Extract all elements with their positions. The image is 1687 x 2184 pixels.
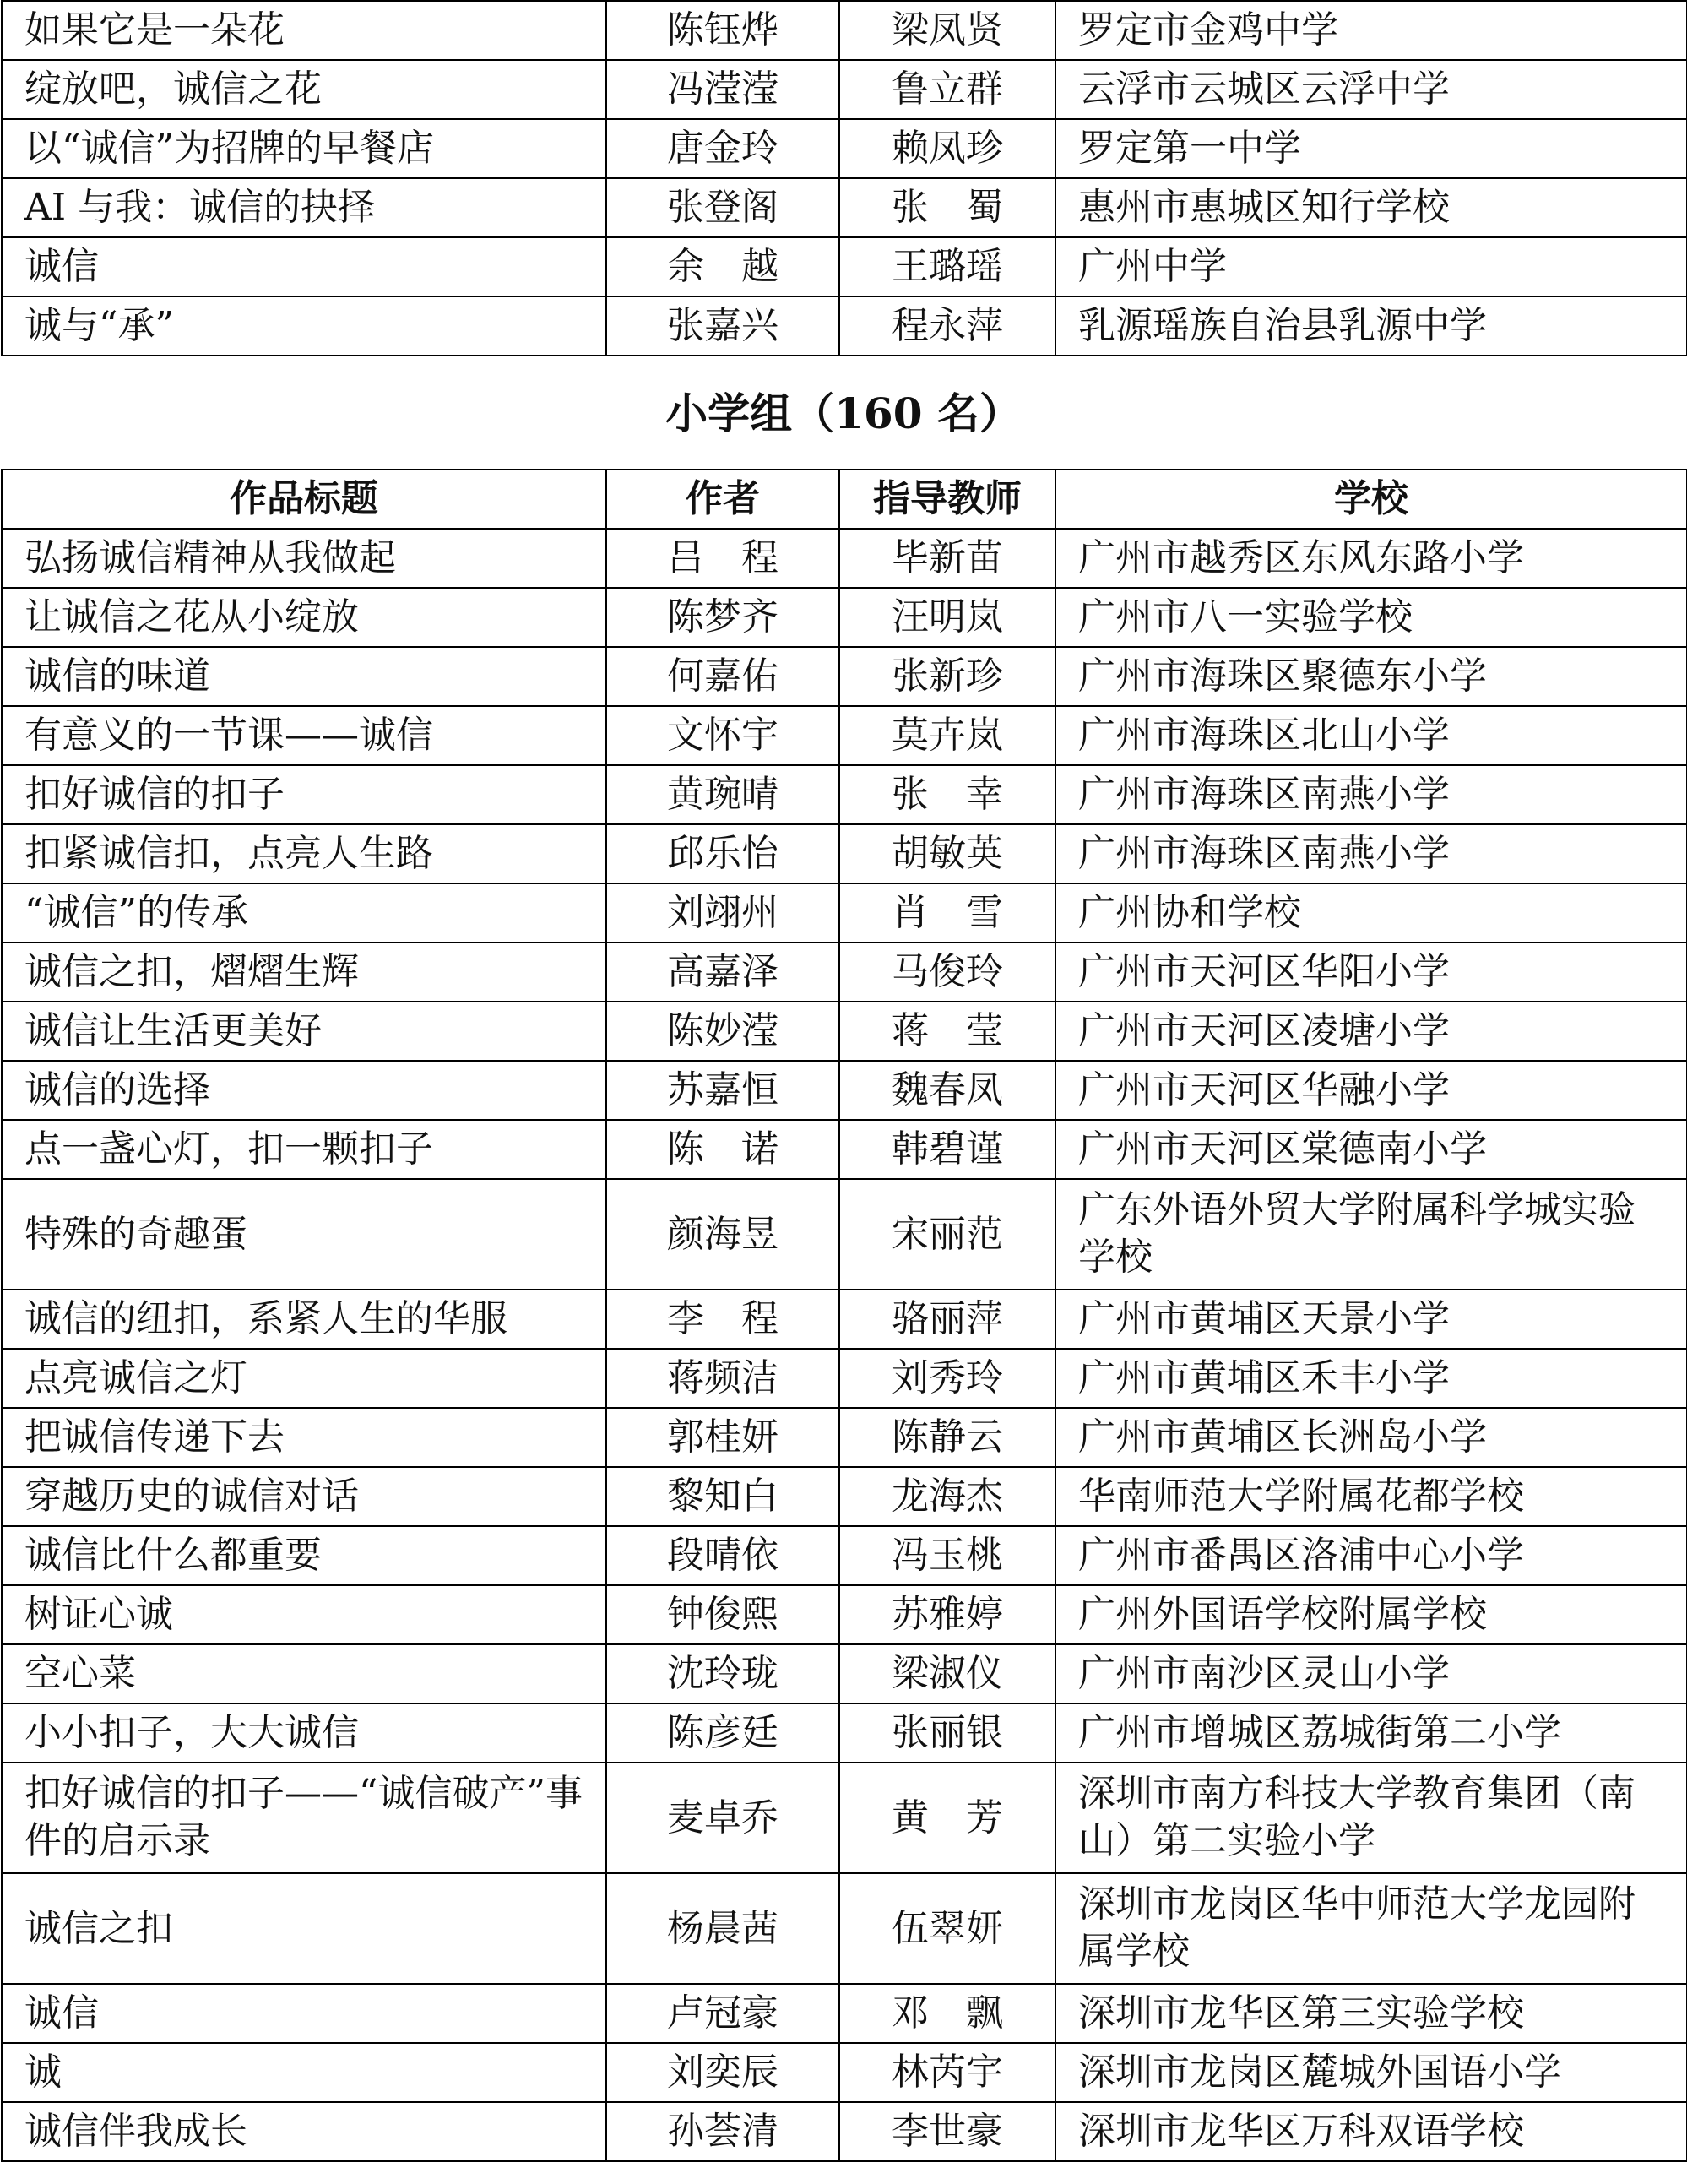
cell-teacher: 汪明岚 [839,588,1055,647]
cell-teacher: 宋丽范 [839,1179,1055,1290]
cell-author: 麦卓乔 [606,1763,839,1873]
table-row [2,60,1687,119]
cell-author: 唐金玲 [606,119,839,178]
table-row [2,1984,1687,2043]
table-header-row [2,470,1687,529]
cell-teacher: 蒋 莹 [839,1002,1055,1061]
cell-title: 以“诚信”为招牌的早餐店 [2,119,606,178]
cell-teacher: 韩碧谨 [839,1120,1055,1179]
cell-school: 广州市黄埔区长洲岛小学 [1055,1408,1687,1467]
cell-author: 文怀宇 [606,706,839,765]
cell-author: 刘翊州 [606,883,839,943]
cell-title: 诚信伴我成长 [2,2102,606,2161]
cell-title: 诚信的纽扣，系紧人生的华服 [2,1290,606,1349]
cell-title: 绽放吧，诚信之花 [2,60,606,119]
cell-school: 广州市天河区华阳小学 [1055,943,1687,1002]
cell-school: 华南师范大学附属花都学校 [1055,1467,1687,1526]
cell-school: 广州市越秀区东风东路小学 [1055,529,1687,588]
cell-teacher: 魏春凤 [839,1061,1055,1120]
cell-school: 广州协和学校 [1055,883,1687,943]
cell-teacher: 冯玉桃 [839,1526,1055,1585]
cell-title: 小小扣子，大大诚信 [2,1703,606,1763]
cell-school: 云浮市云城区云浮中学 [1055,60,1687,119]
cell-teacher: 张 幸 [839,765,1055,824]
cell-teacher: 莫卉岚 [839,706,1055,765]
cell-teacher: 梁淑仪 [839,1644,1055,1703]
cell-author: 黄琬晴 [606,765,839,824]
cell-school: 惠州市惠城区知行学校 [1055,178,1687,237]
cell-author: 余 越 [606,237,839,296]
cell-author: 何嘉佑 [606,647,839,706]
cell-author: 黎知白 [606,1467,839,1526]
cell-author: 邱乐怡 [606,824,839,883]
cell-title: “诚信”的传承 [2,883,606,943]
cell-title: 诚信让生活更美好 [2,1002,606,1061]
table-row [2,883,1687,943]
cell-school: 乳源瑶族自治县乳源中学 [1055,296,1687,356]
cell-school: 广州外国语学校附属学校 [1055,1585,1687,1644]
cell-teacher: 梁凤贤 [839,1,1055,60]
table-row [2,1703,1687,1763]
cell-title: 扣好诚信的扣子 [2,765,606,824]
cell-title: 诚信 [2,1984,606,2043]
cell-teacher: 李世豪 [839,2102,1055,2161]
cell-author: 张嘉兴 [606,296,839,356]
cell-teacher: 龙海杰 [839,1467,1055,1526]
cell-teacher: 肖 雪 [839,883,1055,943]
cell-school: 深圳市龙岗区麓城外国语小学 [1055,2043,1687,2102]
cell-author: 孙荟清 [606,2102,839,2161]
table-row [2,765,1687,824]
cell-title: 有意义的一节课——诚信 [2,706,606,765]
cell-author: 冯滢滢 [606,60,839,119]
cell-author: 苏嘉恒 [606,1061,839,1120]
cell-title: 扣好诚信的扣子——“诚信破产”事件的启示录 [2,1763,606,1873]
cell-title: 把诚信传递下去 [2,1408,606,1467]
cell-title: 如果它是一朵花 [2,1,606,60]
cell-school: 广州市南沙区灵山小学 [1055,1644,1687,1703]
cell-title: 特殊的奇趣蛋 [2,1179,606,1290]
table-row [2,1002,1687,1061]
cell-author: 陈妙滢 [606,1002,839,1061]
header-title: 作品标题 [2,470,606,529]
cell-title: 让诚信之花从小绽放 [2,588,606,647]
cell-teacher: 林芮宇 [839,2043,1055,2102]
cell-author: 陈彦廷 [606,1703,839,1763]
previous-group-table-body [2,1,1687,356]
cell-title: 点亮诚信之灯 [2,1349,606,1408]
cell-title: 穿越历史的诚信对话 [2,1467,606,1526]
cell-teacher: 骆丽萍 [839,1290,1055,1349]
cell-title: 诚 [2,2043,606,2102]
cell-teacher: 程永萍 [839,296,1055,356]
cell-teacher: 刘秀玲 [839,1349,1055,1408]
table-row [2,1467,1687,1526]
table-row [2,1120,1687,1179]
cell-school: 广州市增城区荔城街第二小学 [1055,1703,1687,1763]
cell-school: 广州市天河区棠德南小学 [1055,1120,1687,1179]
cell-school: 广州市海珠区南燕小学 [1055,765,1687,824]
cell-school: 广州市海珠区北山小学 [1055,706,1687,765]
table-row [2,1349,1687,1408]
cell-title: 弘扬诚信精神从我做起 [2,529,606,588]
table-row [2,1644,1687,1703]
primary-school-table-body [2,529,1687,2161]
table-row [2,588,1687,647]
cell-author: 钟俊熙 [606,1585,839,1644]
cell-teacher: 伍翠妍 [839,1873,1055,1984]
cell-author: 颜海昱 [606,1179,839,1290]
cell-school: 广州市黄埔区禾丰小学 [1055,1349,1687,1408]
table-row [2,1179,1687,1290]
cell-author: 郭桂妍 [606,1408,839,1467]
cell-author: 吕 程 [606,529,839,588]
previous-group-table [1,0,1687,356]
table-row [2,647,1687,706]
table-row [2,237,1687,296]
cell-school: 罗定第一中学 [1055,119,1687,178]
cell-author: 沈玲珑 [606,1644,839,1703]
cell-title: 诚信的味道 [2,647,606,706]
cell-school: 深圳市龙岗区华中师范大学龙园附属学校 [1055,1873,1687,1984]
cell-title: AI 与我：诚信的抉择 [2,178,606,237]
table-row [2,178,1687,237]
cell-school: 广州市天河区凌塘小学 [1055,1002,1687,1061]
cell-school: 广州市海珠区聚德东小学 [1055,647,1687,706]
primary-school-table [1,469,1687,2162]
cell-title: 诚信的选择 [2,1061,606,1120]
cell-title: 树证心诚 [2,1585,606,1644]
cell-title: 空心菜 [2,1644,606,1703]
cell-author: 高嘉泽 [606,943,839,1002]
section-title: 小学组（160 名） [665,388,1022,438]
cell-school: 广州市黄埔区天景小学 [1055,1290,1687,1349]
cell-teacher: 张丽银 [839,1703,1055,1763]
cell-author: 刘奕辰 [606,2043,839,2102]
cell-author: 陈钰烨 [606,1,839,60]
cell-author: 陈梦齐 [606,588,839,647]
cell-teacher: 赖凤珍 [839,119,1055,178]
table-row [2,1873,1687,1984]
cell-teacher: 张新珍 [839,647,1055,706]
table-row [2,1526,1687,1585]
cell-author: 李 程 [606,1290,839,1349]
cell-school: 罗定市金鸡中学 [1055,1,1687,60]
cell-teacher: 黄 芳 [839,1763,1055,1873]
table-row [2,2043,1687,2102]
cell-teacher: 邓 飘 [839,1984,1055,2043]
table-row [2,119,1687,178]
cell-author: 蒋频洁 [606,1349,839,1408]
cell-teacher: 王璐瑶 [839,237,1055,296]
cell-teacher: 陈静云 [839,1408,1055,1467]
table-row [2,1408,1687,1467]
cell-title: 扣紧诚信扣，点亮人生路 [2,824,606,883]
cell-teacher: 苏雅婷 [839,1585,1055,1644]
cell-school: 深圳市龙华区万科双语学校 [1055,2102,1687,2161]
cell-school: 深圳市龙华区第三实验学校 [1055,1984,1687,2043]
header-school: 学校 [1055,470,1687,529]
cell-title: 诚信之扣 [2,1873,606,1984]
cell-title: 诚与“承” [2,296,606,356]
table-row [2,1763,1687,1873]
cell-title: 诚信之扣，熠熠生辉 [2,943,606,1002]
cell-author: 张登阁 [606,178,839,237]
table-row [2,1290,1687,1349]
cell-teacher: 胡敏英 [839,824,1055,883]
header-teacher: 指导教师 [839,470,1055,529]
table-row [2,1061,1687,1120]
table-row [2,529,1687,588]
cell-author: 卢冠豪 [606,1984,839,2043]
table-row [2,296,1687,356]
cell-school: 广州市海珠区南燕小学 [1055,824,1687,883]
cell-school: 广州市天河区华融小学 [1055,1061,1687,1120]
table-row [2,1585,1687,1644]
table-row [2,2102,1687,2161]
table-row [2,824,1687,883]
cell-school: 广州市番禺区洛浦中心小学 [1055,1526,1687,1585]
cell-title: 诚信比什么都重要 [2,1526,606,1585]
table-row [2,706,1687,765]
cell-teacher: 鲁立群 [839,60,1055,119]
cell-teacher: 张 蜀 [839,178,1055,237]
cell-school: 广东外语外贸大学附属科学城实验学校 [1055,1179,1687,1290]
cell-author: 陈 诺 [606,1120,839,1179]
table-row [2,1,1687,60]
table-row [2,943,1687,1002]
cell-teacher: 马俊玲 [839,943,1055,1002]
cell-teacher: 毕新苗 [839,529,1055,588]
cell-school: 深圳市南方科技大学教育集团（南山）第二实验小学 [1055,1763,1687,1873]
cell-school: 广州中学 [1055,237,1687,296]
cell-author: 杨晨茜 [606,1873,839,1984]
cell-author: 段晴依 [606,1526,839,1585]
cell-title: 诚信 [2,237,606,296]
cell-school: 广州市八一实验学校 [1055,588,1687,647]
header-author: 作者 [606,470,839,529]
cell-title: 点一盏心灯，扣一颗扣子 [2,1120,606,1179]
